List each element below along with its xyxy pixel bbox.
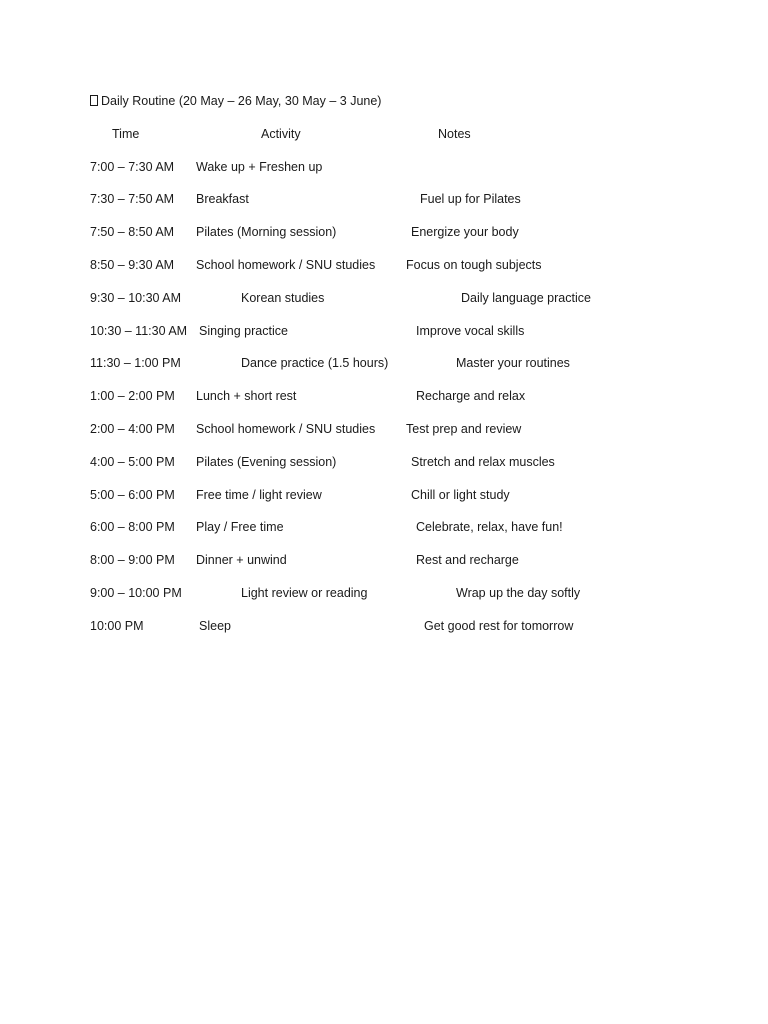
row-notes: Stretch and relax muscles [411,455,555,469]
row-time: 9:00 – 10:00 PM [90,586,182,600]
document-title-text: Daily Routine (20 May – 26 May, 30 May – 3 June) [101,94,382,108]
document-title [90,94,381,108]
row-activity: Sleep [199,619,231,633]
row-time: 8:00 – 9:00 PM [90,553,175,567]
row-activity: Wake up + Freshen up [196,160,323,174]
row-activity: School homework / SNU studies [196,258,376,272]
row-time: 10:00 PM [90,619,144,633]
row-notes: Test prep and review [406,422,522,436]
row-time: 7:50 – 8:50 AM [90,225,175,239]
row-notes: Rest and recharge [416,553,519,567]
row-time: 2:00 – 4:00 PM [90,422,175,436]
row-time: 8:50 – 9:30 AM [90,258,175,272]
row-time: 6:00 – 8:00 PM [90,520,175,534]
row-notes: Celebrate, relax, have fun! [416,520,563,534]
row-activity: Play / Free time [196,520,284,534]
row-activity: Free time / light review [196,488,322,502]
row-activity: Light review or reading [241,586,368,600]
row-time: 11:30 – 1:00 PM [90,356,181,370]
row-activity: Breakfast [196,192,249,206]
row-notes: Energize your body [411,225,519,239]
row-time: 10:30 – 11:30 AM [90,324,188,338]
row-notes: Chill or light study [411,488,510,502]
row-notes: Recharge and relax [416,389,526,403]
header-activity: Activity [261,127,301,141]
row-notes: Master your routines [456,356,570,370]
row-activity: Pilates (Morning session) [196,225,337,239]
row-activity: Pilates (Evening session) [196,455,337,469]
row-notes: Focus on tough subjects [406,258,542,272]
row-notes: Improve vocal skills [416,324,525,338]
row-activity: School homework / SNU studies [196,422,376,436]
row-activity: Dinner + unwind [196,553,287,567]
row-time: 7:30 – 7:50 AM [90,192,175,206]
row-activity: Korean studies [241,291,325,305]
row-notes: Daily language practice [461,291,591,305]
row-activity: Dance practice (1.5 hours) [241,356,389,370]
row-activity: Lunch + short rest [196,389,297,403]
missing-glyph-icon [90,95,98,106]
row-notes: Fuel up for Pilates [420,192,521,206]
row-time: 1:00 – 2:00 PM [90,389,175,403]
header-time: Time [112,127,140,141]
row-time: 4:00 – 5:00 PM [90,455,175,469]
row-time: 9:30 – 10:30 AM [90,291,182,305]
row-time: 5:00 – 6:00 PM [90,488,175,502]
row-time: 7:00 – 7:30 AM [90,160,175,174]
row-notes: Get good rest for tomorrow [424,619,574,633]
row-activity: Singing practice [199,324,288,338]
header-notes: Notes [438,127,471,141]
row-notes: Wrap up the day softly [456,586,581,600]
